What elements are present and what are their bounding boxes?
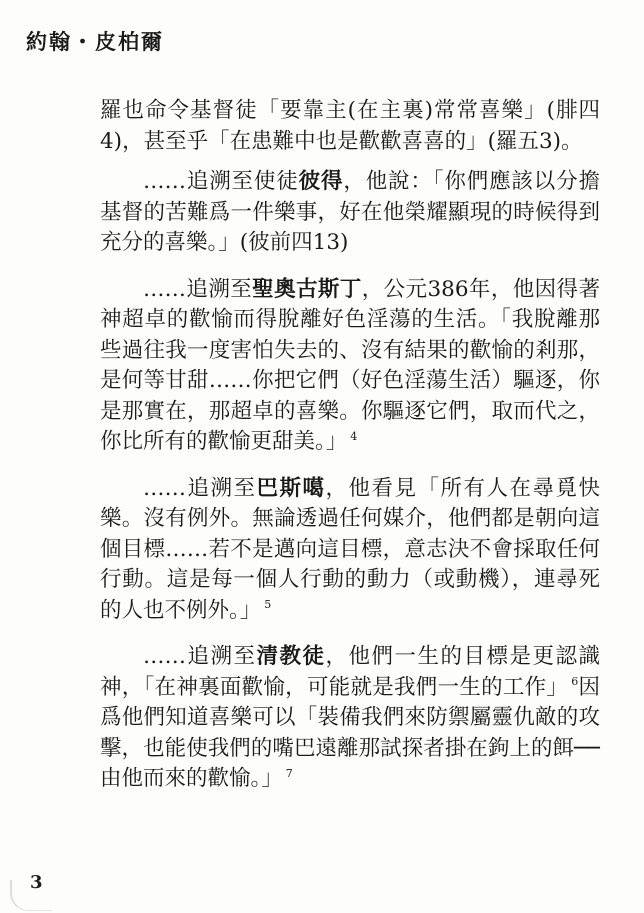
- paragraph-3-text: ，公元386年，他因得著神超卓的歡愉而得脫離好色淫蕩的生活。「我脫離那些過往我一度害怕失去的、沒有結果的歡愉的剎那，是何等甘甜……你把它們（好色淫蕩生活）驅逐，你是那實在，那超卓的喜樂。你驅逐它們，取而代之，你比所有的歡愉更甜美。」: [100, 276, 600, 454]
- paragraph-1-text: 羅也命令基督徒「要靠主(在主裏)常常喜樂」(腓四4)，甚至乎「在患難中也是歡歡喜喜的」(羅五3)。: [100, 98, 600, 154]
- person-name-puritans: 清教徒: [256, 644, 326, 669]
- footnote-ref-7: 7: [285, 766, 293, 780]
- footnote-ref-6: 6: [571, 675, 579, 689]
- person-name-peter: 彼得: [298, 169, 344, 194]
- paragraph-4: [100, 474, 600, 627]
- paragraph-2-lead: ……追溯至使徒: [143, 169, 299, 194]
- paragraph-2-text: ，他說：「你們應該以分擔基督的苦難爲一件樂事，好在他榮耀顯現的時候得到充分的喜樂。」(彼前四13): [100, 169, 600, 255]
- person-name-pascal: 巴斯噶: [256, 475, 326, 501]
- running-head: 約翰・皮柏爾: [26, 30, 164, 54]
- paragraph-5-text-1: ，他們一生的目標是更認識神，「在神裏面歡愉，可能就是我們一生的工作」: [100, 644, 600, 700]
- paragraph-2: [100, 167, 600, 259]
- body-text: [100, 96, 600, 811]
- paragraph-3-lead: ……追溯至: [143, 276, 253, 302]
- footnote-ref-4: 4: [350, 429, 358, 443]
- person-name-augustine: 聖奧古斯丁: [252, 276, 362, 302]
- paragraph-4-lead: ……追溯至: [143, 475, 257, 501]
- paragraph-5-text-2: 因爲他們知道喜樂可以「裝備我們來防禦屬靈仇敵的攻擊，也能使我們的嘴巴遠離那試探者掛在鉤上的餌──由他而來的歡愉。」: [100, 674, 600, 791]
- paragraph-5-lead: ……追溯至: [143, 644, 257, 669]
- paragraph-1: [100, 96, 600, 157]
- paragraph-5: [100, 642, 600, 795]
- paragraph-4-text: ，他看見「所有人在尋覓快樂。沒有例外。無論透過任何媒介，他們都是朝向這個目標……若不是邁向這目標，意志決不會採取任何行動。這是每一個人行動的動力（或動機），連尋死的人也不例外。」: [100, 475, 600, 623]
- footnote-ref-5: 5: [264, 598, 272, 612]
- page-number: 3: [30, 872, 43, 893]
- paragraph-3: [100, 275, 600, 458]
